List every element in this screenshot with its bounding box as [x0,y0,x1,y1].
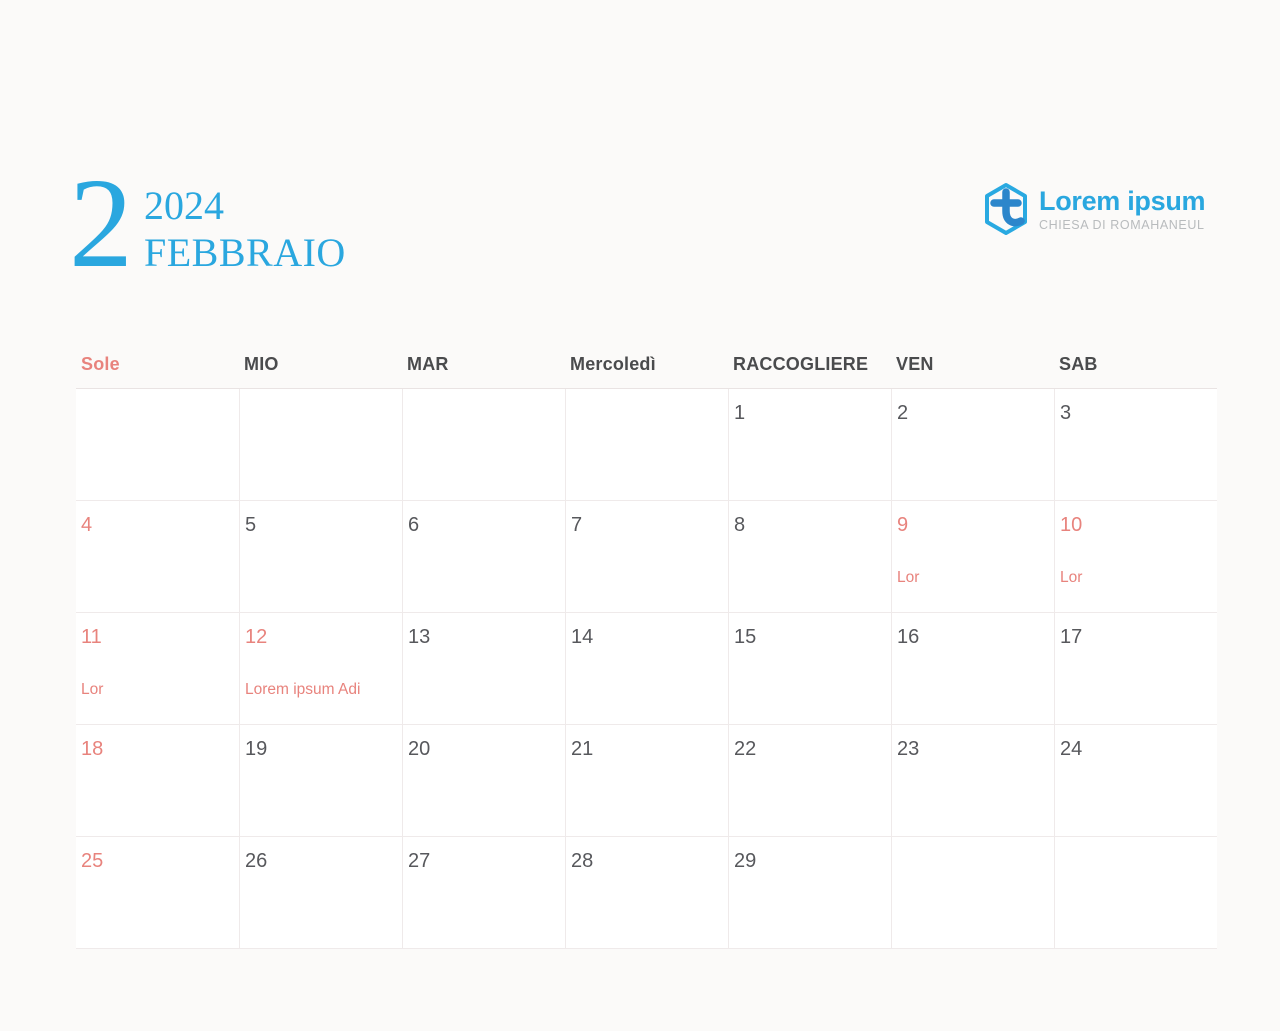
day-cell-empty [891,837,1054,949]
event-label: Lorem ipsum Adi [245,681,361,698]
day-number: 12 [245,626,268,648]
day-cell-10 [1054,501,1217,613]
day-number: 9 [897,514,909,536]
day-number: 3 [1060,402,1072,424]
day-number: 10 [1060,514,1083,536]
day-number: 22 [734,738,757,760]
logo-text-block [1039,187,1205,232]
month-title-block [69,152,346,294]
day-number: 19 [245,738,268,760]
month-name-label: FEBBRAIO [144,230,346,276]
calendar [76,350,1217,949]
day-number: 27 [408,850,431,872]
day-cell-17 [1054,613,1217,725]
day-number: 17 [1060,626,1083,648]
day-number: 4 [81,514,93,536]
day-cell-8 [728,501,891,613]
day-number: 24 [1060,738,1083,760]
day-number: 6 [408,514,420,536]
day-cell-5 [239,501,402,613]
day-number: 2 [897,402,909,424]
day-cell-21 [565,725,728,837]
weekday-row [76,350,1217,388]
day-number: 25 [81,850,104,872]
hexagon-cross-icon [982,182,1030,237]
weekday-header-sab: SAB [1059,354,1098,374]
day-cell-18 [76,725,239,837]
day-cell-13 [402,613,565,725]
day-number: 21 [571,738,594,760]
day-number: 1 [734,402,746,424]
day-cell-16 [891,613,1054,725]
day-cell-empty [76,389,239,501]
day-cell-6 [402,501,565,613]
day-number: 26 [245,850,268,872]
day-cell-22 [728,725,891,837]
day-cell-25 [76,837,239,949]
weekday-header-sole: Sole [81,354,120,374]
day-number: 18 [81,738,104,760]
day-number: 16 [897,626,920,648]
day-cell-28 [565,837,728,949]
event-label: Lor [897,569,920,586]
title-sub-block [144,183,346,276]
logo-subtitle: CHIESA DI ROMAHANEUL [1039,218,1205,233]
day-number: 23 [897,738,920,760]
year-label: 2024 [144,183,224,229]
calendar-grid [76,388,1217,949]
event-label: Lor [1060,569,1083,586]
day-number: 13 [408,626,431,648]
day-cell-9 [891,501,1054,613]
day-cell-12 [239,613,402,725]
day-number: 8 [734,514,746,536]
day-cell-15 [728,613,891,725]
day-cell-4 [76,501,239,613]
weekday-header-mio: MIO [244,354,279,374]
day-number: 20 [408,738,431,760]
day-number: 28 [571,850,594,872]
day-number: 14 [571,626,594,648]
day-number: 11 [81,626,102,648]
day-number: 15 [734,626,757,648]
day-cell-empty [402,389,565,501]
weekday-header-raccogliere: RACCOGLIERE [733,354,869,374]
event-label: Lor [81,681,104,698]
day-cell-14 [565,613,728,725]
day-cell-empty [239,389,402,501]
day-cell-23 [891,725,1054,837]
weekday-header-mar: MAR [407,354,449,374]
day-number: 29 [734,850,757,872]
month-number: 2 [69,152,131,294]
day-cell-7 [565,501,728,613]
weekday-header-ven: VEN [896,354,934,374]
day-cell-20 [402,725,565,837]
day-number: 5 [245,514,257,536]
day-cell-2 [891,389,1054,501]
day-cell-1 [728,389,891,501]
day-cell-27 [402,837,565,949]
day-cell-24 [1054,725,1217,837]
logo-name: Lorem ipsum [1039,185,1206,216]
day-cell-11 [76,613,239,725]
day-cell-26 [239,837,402,949]
weekday-header-mercoledì: Mercoledì [570,354,656,374]
logo [982,182,1205,237]
day-cell-19 [239,725,402,837]
day-cell-empty [1054,837,1217,949]
day-cell-3 [1054,389,1217,501]
day-cell-29 [728,837,891,949]
day-cell-empty [565,389,728,501]
day-number: 7 [571,514,583,536]
